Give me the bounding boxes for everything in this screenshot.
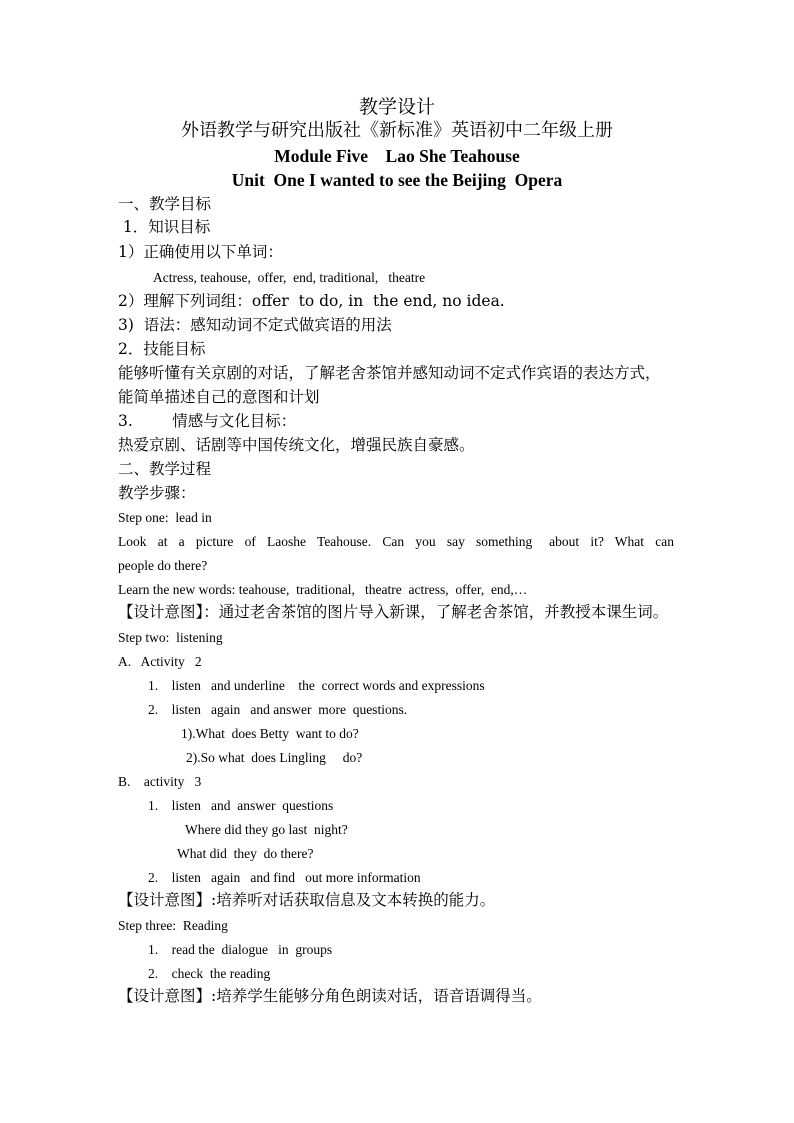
question-1: 1).What does Betty want to do? (181, 726, 359, 741)
activity-a: A. Activity 2 (118, 654, 202, 669)
question-4: What did they do there? (177, 846, 314, 861)
vocab-instruction: 1）正确使用以下单词： (118, 243, 283, 261)
question-2: 2).So what does Lingling do? (186, 750, 363, 765)
step-three-item-2: 2. check the reading (148, 966, 271, 981)
grammar-instruction: 3) 语法：感知动词不定式做宾语的用法 (118, 316, 392, 334)
step-one-heading: Step one: lead in (118, 510, 212, 525)
doc-title: 教学设计 (358, 96, 435, 118)
step-three-item-1: 1. read the dialogue in groups (148, 942, 333, 957)
activity-a-item-1: 1. listen and underline the correct words and expressions (148, 678, 485, 693)
step-three-heading: Step three: Reading (118, 918, 228, 933)
skill-objective-text-cont: 能简单描述自己的意图和计划 (118, 388, 320, 406)
unit-heading: Unit One I wanted to see the Beijing Opera (231, 170, 563, 190)
skill-objective-heading: 2．技能目标 (118, 340, 206, 358)
section-heading-objectives: 一、教学目标 (118, 195, 212, 213)
section-heading-process: 二、教学过程 (118, 460, 212, 478)
phrase-instruction: 2）理解下列词组：offer to do, in the end, no idea. (118, 292, 505, 310)
activity-b-item-2: 2. listen again and find out more information (148, 870, 421, 885)
activity-a-item-2: 2. listen again and answer more questions. (148, 702, 408, 717)
activity-b: B. activity 3 (118, 774, 202, 789)
doc-subtitle: 外语教学与研究出版社《新标准》英语初中二年级上册 (181, 120, 613, 141)
design-intent-3: 【设计意图】:培养学生能够分角色朗读对话，语音语调得当。 (118, 987, 542, 1005)
design-intent-1: 【设计意图】：通过老舍茶馆的图片导入新课，了解老舍茶馆，并教授本课生词。 (118, 603, 669, 621)
vocab-words: Actress, teahouse, offer, end, traditional, theatre (153, 270, 426, 285)
design-intent-2: 【设计意图】:培养听对话获取信息及文本转换的能力。 (118, 891, 496, 909)
knowledge-objective-heading: 1．知识目标 (118, 218, 211, 236)
step-one-text-cont: people do there? (118, 558, 208, 573)
steps-heading: 教学步骤： (118, 484, 196, 502)
new-words-line: Learn the new words: teahouse, traditional, theatre actress, offer, end,… (118, 582, 528, 597)
module-heading: Module Five Lao She Teahouse (274, 146, 520, 166)
question-3: Where did they go last night? (185, 822, 348, 837)
step-one-text: Look at a picture of Laoshe Teahouse. Can you say something about it? What can (118, 534, 674, 549)
skill-objective-text: 能够听懂有关京剧的对话，了解老舍茶馆并感知动词不定式作宾语的表达方式， (118, 364, 661, 382)
activity-b-item-1: 1. listen and answer questions (148, 798, 334, 813)
step-two-heading: Step two: listening (118, 630, 223, 645)
emotion-objective-text: 热爱京剧、话剧等中国传统文化，增强民族自豪感。 (118, 436, 475, 454)
emotion-objective-heading: 3. 情感与文化目标： (118, 412, 297, 430)
